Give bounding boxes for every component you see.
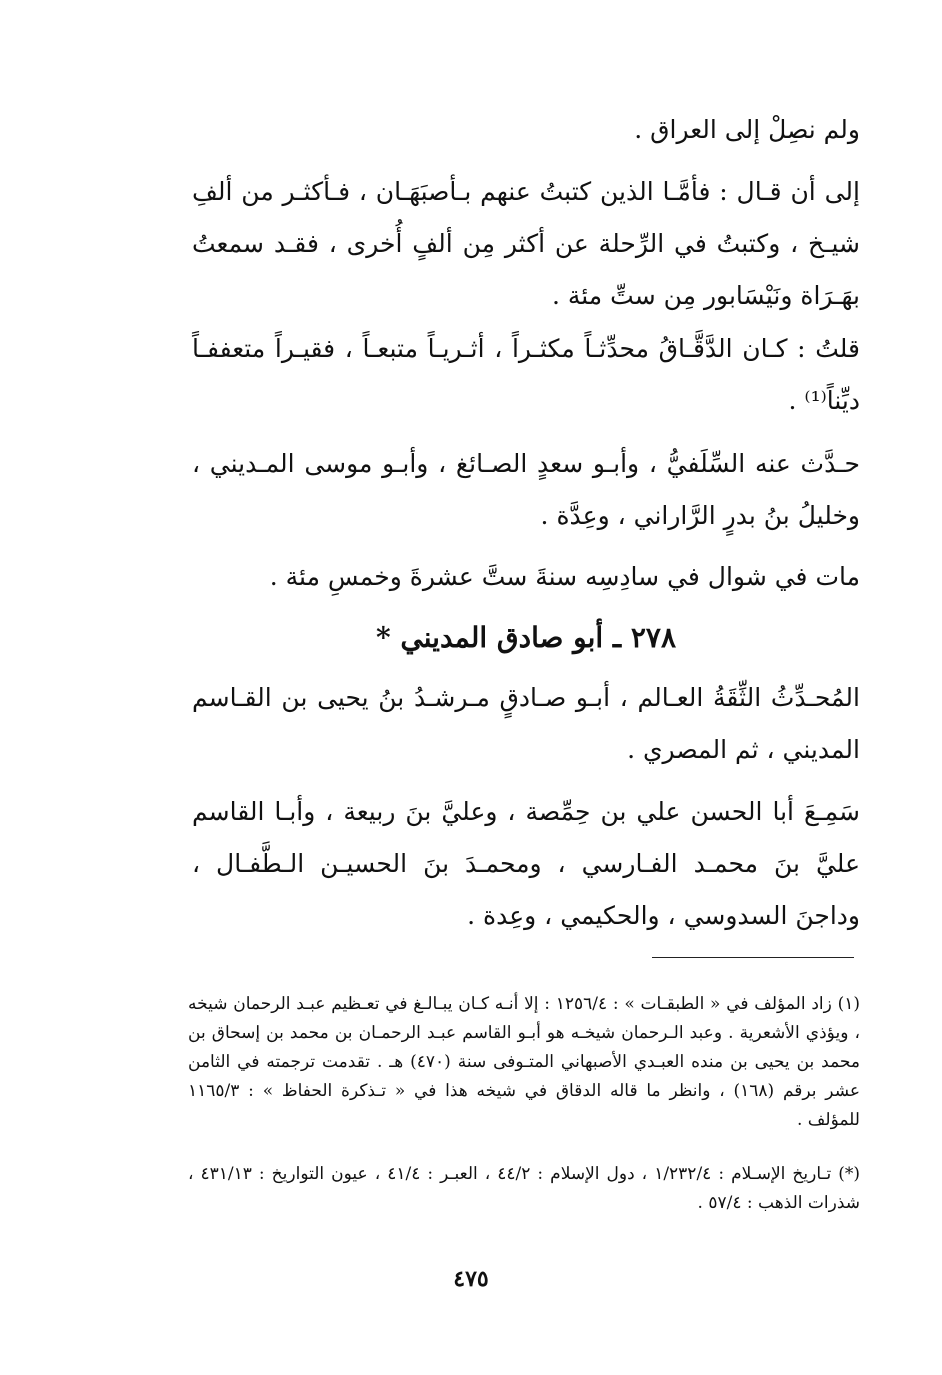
paragraph-3: قلتُ : كـان الدَّقَّـاقُ محدِّثـاً مكثـراً ، أثـريـاً متبعـاً ، فقيـراً متعففـاً ديِّناً⁽¹⁾ . (192, 334, 860, 415)
paragraph-2: إلى أن قـال : فأمَّـا الذين كتبتُ عنهم بـأصبَهَـان ، فـأكثـر من ألفِ شيـخ ، وكتبتُ في الرِّحلة عن أكثر مِن ألفٍ أُخرى ، فقـد سمعتُ بهَـرَاة ونَيْسَابور مِن ستِّ مئة . (192, 177, 860, 310)
biography-heading: ٢٧٨ ـ أبو صادق المديني * (375, 621, 677, 654)
footnote-separator (652, 957, 854, 958)
paragraph-1: ولم نصِلْ إلى العراق . (634, 115, 860, 144)
paragraph-4: حـدَّث عنه السِّلَفيُّ ، وأبـو سعدٍ الصـائغ ، وأبـو موسى المـديني ، وخليلُ بنُ بدرٍ الرَّاراني ، وعِدَّة . (192, 449, 860, 530)
page-number: ٤٧٥ (453, 1266, 489, 1292)
footnote-1: (١) زاد المؤلف في « الطبقـات » : ١٢٥٦/٤ : إلا أنـه كـان يبـالـغ في تعـظيم عبـد الرحمان شيخه ، ويؤذي الأشعرية . وعبد الـرحمان شيخـه هو أبـو القاسم عبـد الرحمـان بن محمد بن إسحاق بن محمد بن يحيى بن منده العبـدي الأصبهاني المتـوفى سنة (٤٧٠) هـ . تقدمت ترجمته في الثامن عشر برقم (١٦٨) ، وانظر ما قاله الدقاق في شيخه هذا في « تـذكرة الحفاظ » : ١١٦٥/٣ للمؤلف . (188, 994, 860, 1130)
paragraph-6: المُحـدِّثُ الثِّقَةُ العـالم ، أبـو صـادقٍ مـرشـدُ بنُ يحيى بن القـاسم المديني ، ثم المصري . (192, 683, 860, 764)
paragraph-7: سَمِـعَ أبا الحسن علي بن حِمِّصة ، وعليَّ بنَ ربيعة ، وأبـا القاسم عليَّ بنَ محمـد الفـارسي ، ومحمـدَ بنَ الحسيـن الـطَّفـال ، وداجنَ السدوسي ، والحكيمي ، وعِدة . (192, 797, 860, 930)
footnote-2: (*) تـاريخ الإسـلام : ١/٢٣٢/٤ ، دول الإسلام : ٤٤/٢ ، العبـر : ٤١/٤ ، عيون التواريخ : ٤٣١/١٣ ، شذرات الذهب : ٥٧/٤ . (188, 1164, 860, 1213)
paragraph-5: مات في شوال في سادِسِه سنةَ ستَّ عشرةَ وخمسِ مئة . (269, 562, 860, 591)
